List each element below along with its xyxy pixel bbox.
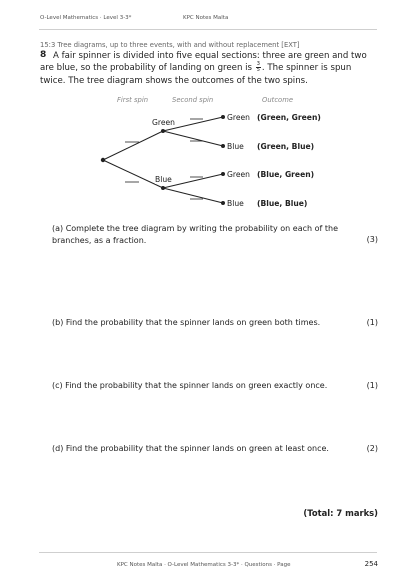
first-green-label: Green [152, 118, 175, 127]
first-blue-label: Blue [155, 175, 172, 184]
branch-first-green [103, 131, 163, 160]
second-label-gb: Blue [227, 142, 244, 151]
second-label-bb: Blue [227, 199, 244, 208]
outcome-gb: (Green, Blue) [257, 142, 315, 151]
leaf-bb [221, 201, 225, 205]
part-d-marks: (2) [366, 444, 378, 453]
part-b-marks: (1) [366, 318, 378, 327]
root-node [101, 158, 105, 162]
total-marks: (Total: 7 marks) [303, 508, 378, 518]
col-outcome: Outcome [262, 96, 294, 104]
footer-rule [39, 552, 377, 553]
outcome-gg: (Green, Green) [257, 113, 321, 122]
stem-text-1: A fair spinner is divided into five equal sections: three are green and two are blue, so the probability of landing on green is [40, 51, 367, 74]
leaf-gb [221, 144, 225, 148]
leaf-bg [221, 172, 225, 176]
second-label-bg: Green [227, 170, 250, 179]
node-blue [161, 186, 165, 190]
question-number: 8 [40, 50, 47, 60]
page-number: 254 [364, 560, 378, 568]
footer-text: KPC Notes Malta · O-Level Mathematics 3-3* · Questions · Page [117, 562, 291, 568]
part-c: (c) Find the probability that the spinner lands on green exactly once. [52, 381, 328, 390]
part-c-marks: (1) [366, 381, 378, 390]
branch-gb [163, 131, 223, 146]
branch-bg [163, 174, 223, 188]
fraction-numerator: 3 [256, 61, 260, 68]
col-second-spin: Second spin [172, 96, 214, 104]
outcome-bg: (Blue, Green) [257, 170, 315, 179]
outcome-bb: (Blue, Blue) [257, 199, 308, 208]
stem-text-2: . The spinner is spun twice. The tree diagram shows the outcomes of the two spins. [40, 63, 352, 86]
col-first-spin: First spin [117, 96, 149, 104]
branch-bb [163, 188, 223, 203]
header-center: KPC Notes Malta [183, 15, 229, 21]
node-green [161, 129, 165, 133]
fraction-denominator: 5 [256, 67, 260, 74]
branch-first-blue [103, 160, 163, 188]
part-b: (b) Find the probability that the spinner lands on green both times. [52, 318, 321, 327]
part-a-marks: (3) [366, 235, 378, 244]
section-title: 15:3 Tree diagrams, up to three events, with and without replacement [EXT] [40, 41, 300, 49]
part-d: (d) Find the probability that the spinner lands on green at least once. [52, 444, 329, 453]
second-label-gg: Green [227, 113, 250, 122]
header-left: O-Level Mathematics · Level 3-3* [40, 15, 132, 21]
leaf-gg [221, 115, 225, 119]
part-a: (a) Complete the tree diagram by writing the probability on each of the branches, as a fraction. [52, 224, 338, 245]
